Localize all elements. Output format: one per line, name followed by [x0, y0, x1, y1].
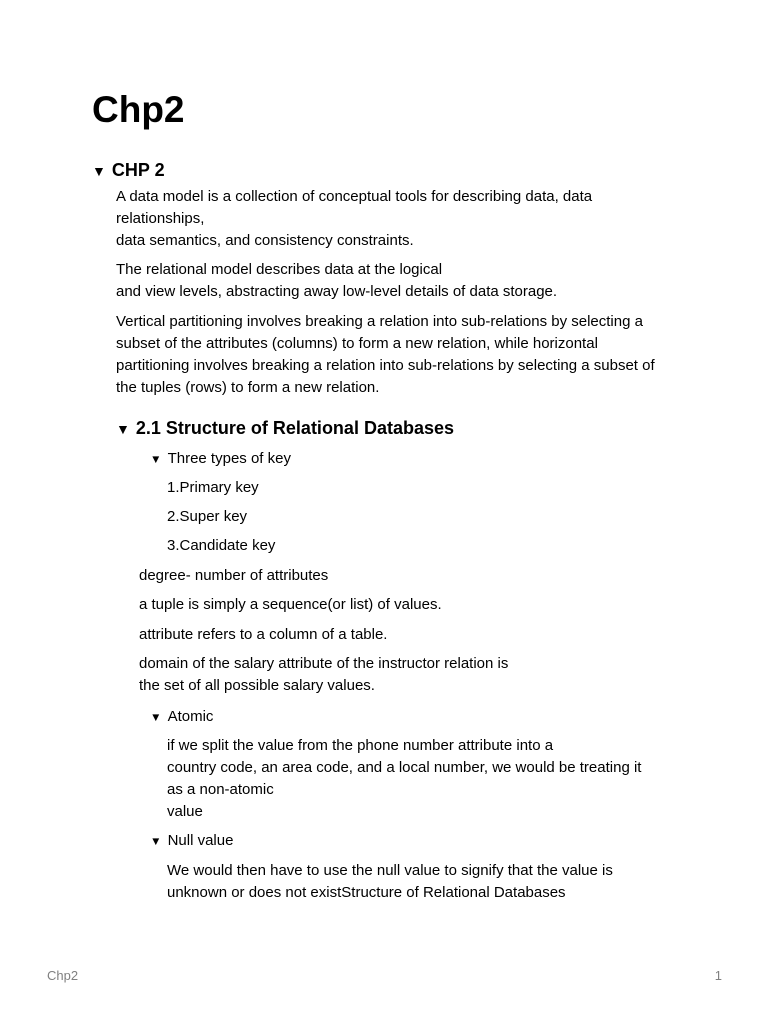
paragraph-attribute: attribute refers to a column of a table. — [139, 626, 388, 643]
toggle-triangle-icon[interactable]: ▼ — [150, 711, 162, 724]
toggle-triangle-icon[interactable]: ▼ — [150, 835, 162, 848]
paragraph-data-model: A data model is a collection of conceptual tools for describing data, data relationships, data semantics, and consistency constraints. — [116, 188, 593, 249]
list-item-candidate-key: 3.Candidate key — [167, 537, 276, 554]
toggle-triangle-icon[interactable]: ▼ — [150, 453, 162, 466]
toggle-chp2[interactable] — [92, 158, 165, 183]
paragraph-null-value: We would then have to use the null value to signify that the value is unknown or does not existStructure of Relational Databases — [167, 862, 613, 901]
page-title: Chp2 — [92, 89, 185, 130]
paragraph-relational-model: The relational model describes data at the logical and view levels, abstracting away low-level details of data storage. — [116, 261, 558, 300]
section-heading: CHP 2 — [111, 160, 165, 180]
toggle-label: Atomic — [167, 708, 214, 725]
paragraph-atomic: if we split the value from the phone number attribute into a country code, an area code, and a local number, we would be treating it as a non-atomic value — [167, 737, 642, 820]
paragraph-tuple: a tuple is simply a sequence(or list) of values. — [139, 596, 442, 613]
toggle-triangle-icon[interactable]: ▼ — [92, 163, 106, 179]
list-item-primary-key: 1.Primary key — [167, 479, 259, 496]
toggle-atomic[interactable] — [150, 706, 213, 729]
toggle-structure-relational-db[interactable] — [116, 416, 454, 441]
toggle-label: Null value — [167, 832, 234, 849]
toggle-null-value[interactable] — [150, 830, 233, 853]
list-item-super-key: 2.Super key — [167, 508, 248, 525]
page-number: 1 — [714, 968, 722, 983]
toggle-triangle-icon[interactable]: ▼ — [116, 421, 130, 437]
paragraph-partitioning: Vertical partitioning involves breaking a relation into sub-relations by selecting a subset of the attributes (columns) to form a new relation, while horizontal partitioning involves breaking a relation into sub-relations by selecting a subset of the tuples (rows) to form a new relation. — [116, 313, 655, 396]
toggle-three-types-of-key[interactable] — [150, 448, 291, 471]
paragraph-degree: degree- number of attributes — [139, 567, 329, 584]
toggle-label: Three types of key — [167, 450, 291, 467]
subsection-heading: 2.1 Structure of Relational Databases — [135, 418, 454, 438]
paragraph-domain: domain of the salary attribute of the instructor relation is the set of all possible salary values. — [139, 655, 509, 694]
footer-title: Chp2 — [47, 968, 79, 983]
